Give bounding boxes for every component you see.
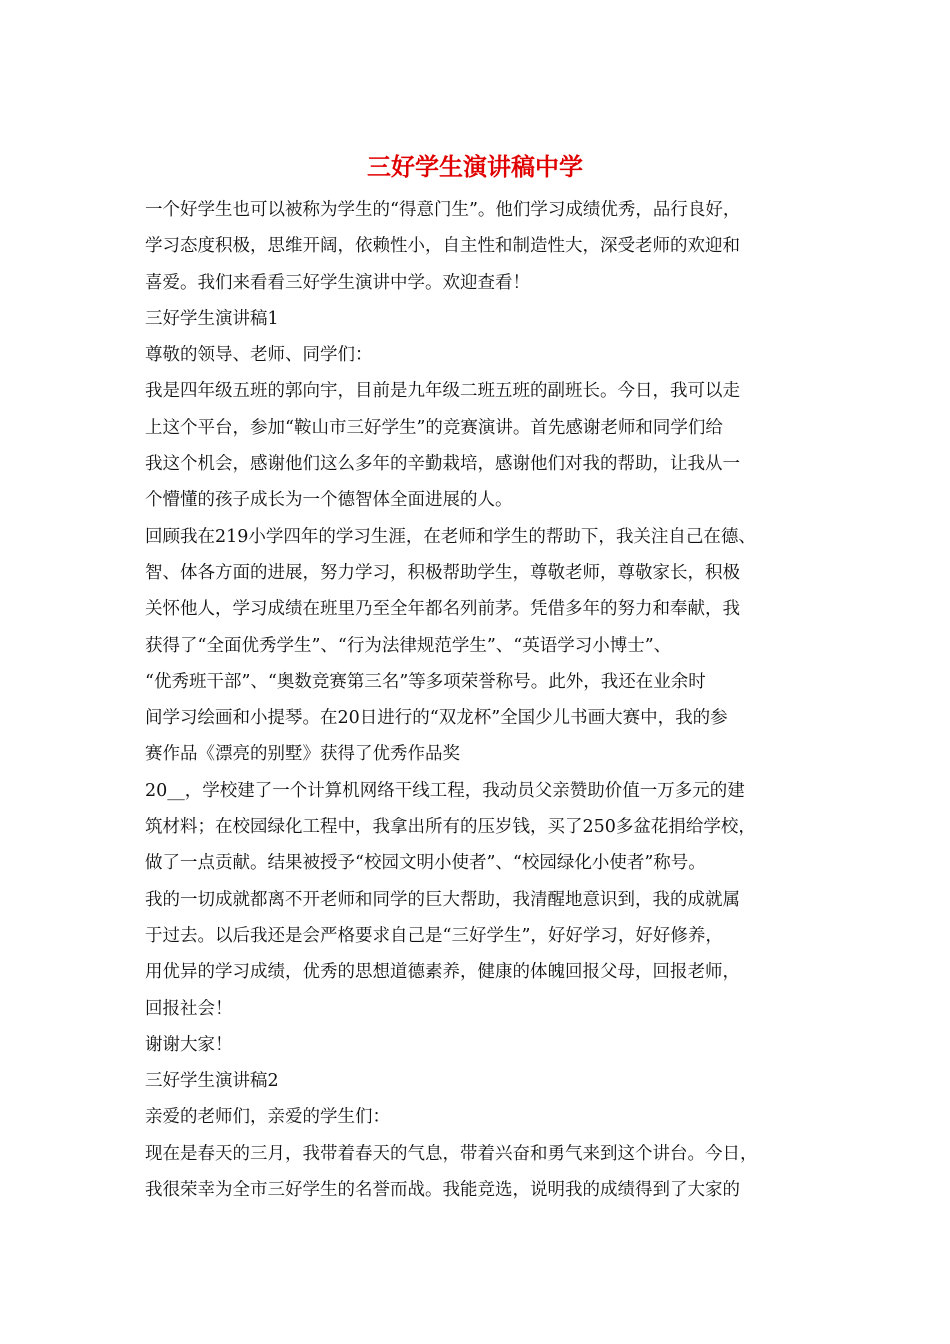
text-line: 用优异的学习成绩，优秀的思想道德素养，健康的体魄回报父母，回报老师， — [145, 962, 740, 983]
text-line: 回报社会！ — [145, 998, 233, 1019]
text-line: 间学习绘画和小提琴。在20日进行的“双龙杯”全国少儿书画大赛中，我的参 — [145, 708, 728, 729]
text-line: 喜爱。我们来看看三好学生演讲中学。欢迎查看！ — [145, 272, 530, 293]
text-line: 筑材料；在校园绿化工程中，我拿出所有的压岁钱，买了250多盆花捐给学校， — [145, 817, 756, 838]
text-line: 智、体各方面的进展，努力学习，积极帮助学生，尊敬老师，尊敬家长，积极 — [145, 562, 740, 583]
closing-line: 谢谢大家！ — [145, 1034, 233, 1055]
section-heading: 三好学生演讲稿2 — [145, 1071, 279, 1092]
text-line: 赛作品《漂亮的别墅》获得了优秀作品奖 — [145, 744, 460, 765]
text-line: 上这个平台，参加“鞍山市三好学生”的竞赛演讲。首先感谢老师和同学们给 — [145, 417, 723, 438]
text-line: 学习态度积极，思维开阔，依赖性小，自主性和制造性大，深受老师的欢迎和 — [145, 236, 740, 257]
text-line: 个懵懂的孩子成长为一个德智体全面进展的人。 — [145, 490, 513, 511]
text-line: 我很荣幸为全市三好学生的名誉而战。我能竞选，说明我的成绩得到了大家的 — [145, 1180, 740, 1201]
text-line: 我的一切成就都离不开老师和同学的巨大帮助，我清醒地意识到，我的成就属 — [145, 889, 740, 910]
salutation: 亲爱的老师们，亲爱的学生们： — [145, 1107, 390, 1128]
document-body — [145, 192, 815, 1208]
text-line: 回顾我在219小学四年的学习生涯，在老师和学生的帮助下，我关注自己在德、 — [145, 526, 756, 547]
text-line: 一个好学生也可以被称为学生的“得意门生”。他们学习成绩优秀，品行良好， — [145, 200, 741, 220]
text-line: 20__，学校建了一个计算机网络干线工程，我动员父亲赞助价值一万多元的建 — [145, 780, 745, 801]
section-heading: 三好学生演讲稿1 — [145, 308, 279, 329]
salutation: 尊敬的领导、老师、同学们： — [145, 345, 373, 366]
text-line: 做了一点贡献。结果被授予“校园文明小使者”、“校园绿化小使者”称号。 — [145, 853, 706, 874]
text-line: 我这个机会，感谢他们这么多年的辛勤栽培，感谢他们对我的帮助，让我从一 — [145, 454, 740, 475]
text-line: 关怀他人，学习成绩在班里乃至全年都名列前茅。凭借多年的努力和奉献，我 — [145, 599, 740, 620]
text-line: 于过去。以后我还是会严格要求自己是“三好学生”，好好学习，好好修养， — [145, 925, 723, 946]
text-line: “优秀班干部”、“奥数竞赛第三名”等多项荣誉称号。此外，我还在业余时 — [145, 671, 706, 692]
text-line: 现在是春天的三月，我带着春天的气息，带着兴奋和勇气来到这个讲台。今日， — [145, 1143, 758, 1164]
text-line: 获得了“全面优秀学生”、“行为法律规范学生”、“英语学习小博士”、 — [145, 635, 672, 656]
text-line: 我是四年级五班的郭向宇，目前是九年级二班五班的副班长。今日，我可以走 — [145, 381, 740, 402]
document-title: 三好学生演讲稿中学 — [367, 152, 583, 181]
